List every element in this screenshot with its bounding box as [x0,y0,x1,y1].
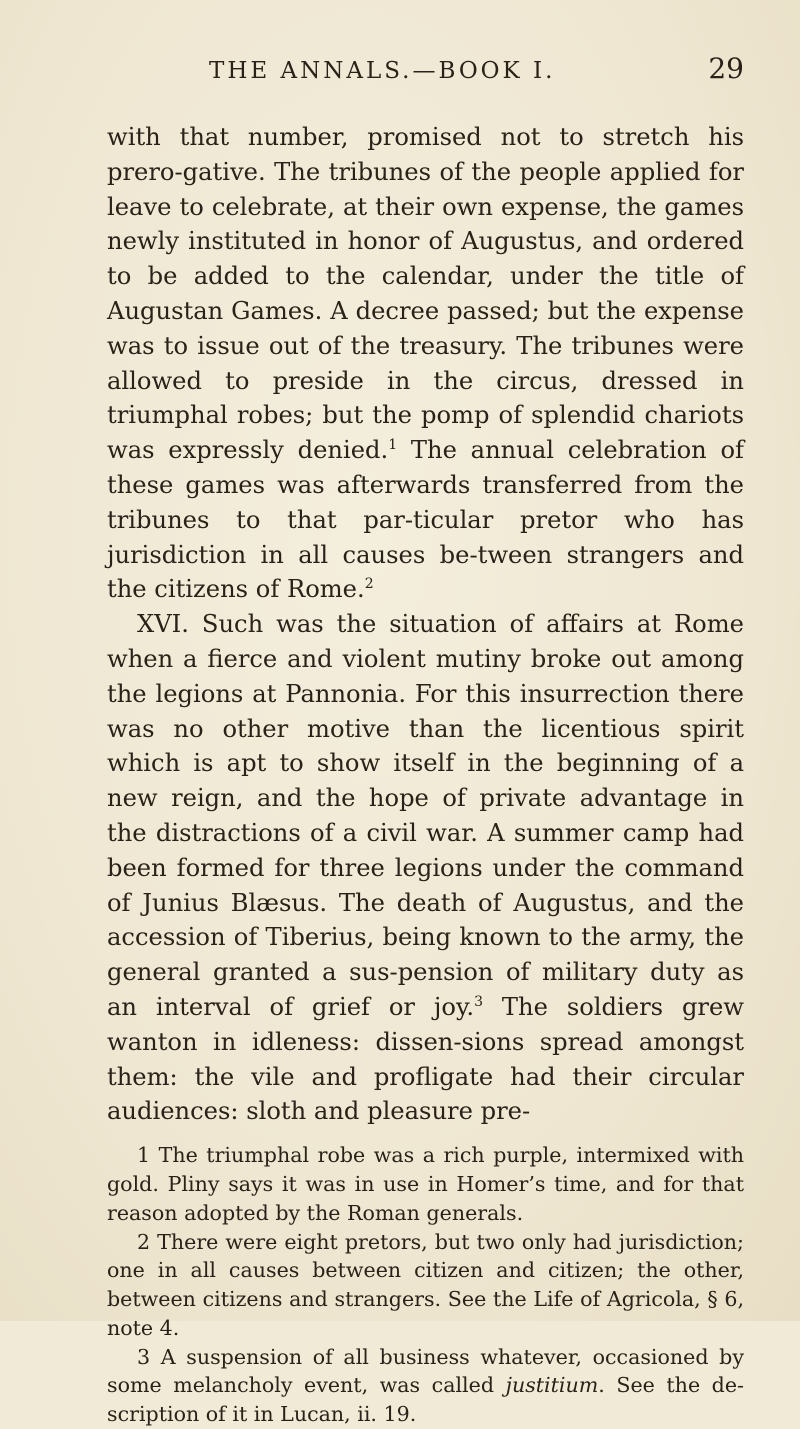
paragraph-1 [107,120,744,607]
footnote-1: 1 The triumphal robe was a rich purple, intermixed with gold. Pliny says it was in use in Homer’s time, and for that reason adopted by the Roman generals. [107,1143,744,1225]
paragraph-2-text-b: The soldiers grew wanton in idleness: dissen-sions spread amongst them: the vile and profligate had their circular audiences: sloth and pleasure pre- [107,992,745,1126]
paragraph-2-text-a: XVI. Such was the situation of affairs at Rome when a fierce and violent mutiny broke out among the legions at Pannonia. For this insurrection there was no other motive than the licentious spirit which is apt to show itself in the beginning of a new reign, and the hope of private advantage in the distractions of a civil war. A summer camp had been formed for three legions under the command of Junius Blæsus. The death of Augustus, and the accession of Tiberius, being known to the army, the general granted a sus-pension of military duty as an interval of grief or joy. [107,610,744,1021]
page-number: 29 [708,52,744,85]
footnote-3 [107,1343,744,1429]
running-head: THE ANNALS.—BOOK I. [209,58,556,84]
paragraph-2 [107,607,744,1129]
footnote-3-text-b: . See the de-scription of it in Lucan, ii. 19. [107,1373,744,1427]
footnote-2: 2 There were eight pretors, but two only had jurisdiction; one in all causes between citizen and citizen; the other, between citizens and strangers. See the Life of Agricola, § 6, note 4. [107,1229,744,1340]
footnote-ref-1: 1 [388,437,398,454]
footnote-ref-2: 2 [364,576,374,593]
page-header [107,0,744,120]
body-text [107,120,744,1129]
paragraph-1-text-b: The annual celebration of these games was afterwards transferred from the tribunes to that par-ticular pretor who has jurisdiction in all causes be-tween strangers and the citizens of Rome. [107,436,744,604]
footnotes [107,1141,744,1429]
footnote-ref-3: 3 [474,993,484,1010]
footnote-3-text-a: 3 A suspension of all business whatever, occasioned by some melancholy event, was called [107,1344,744,1398]
footnote-3-term: justitium [505,1373,599,1398]
paragraph-1-text-a: with that number, promised not to stretch his prero-gative. The tribunes of the people applied for leave to celebrate, at their own expense, the games newly instituted in honor of Augustus, and ordered to be added to the calendar, under the title of Augustan Games. A decree passed; but the expense was to issue out of the treasury. The tribunes were allowed to preside in the circus, dressed in triumphal robes; but the pomp of splendid chariots was expressly denied. [107,123,744,465]
